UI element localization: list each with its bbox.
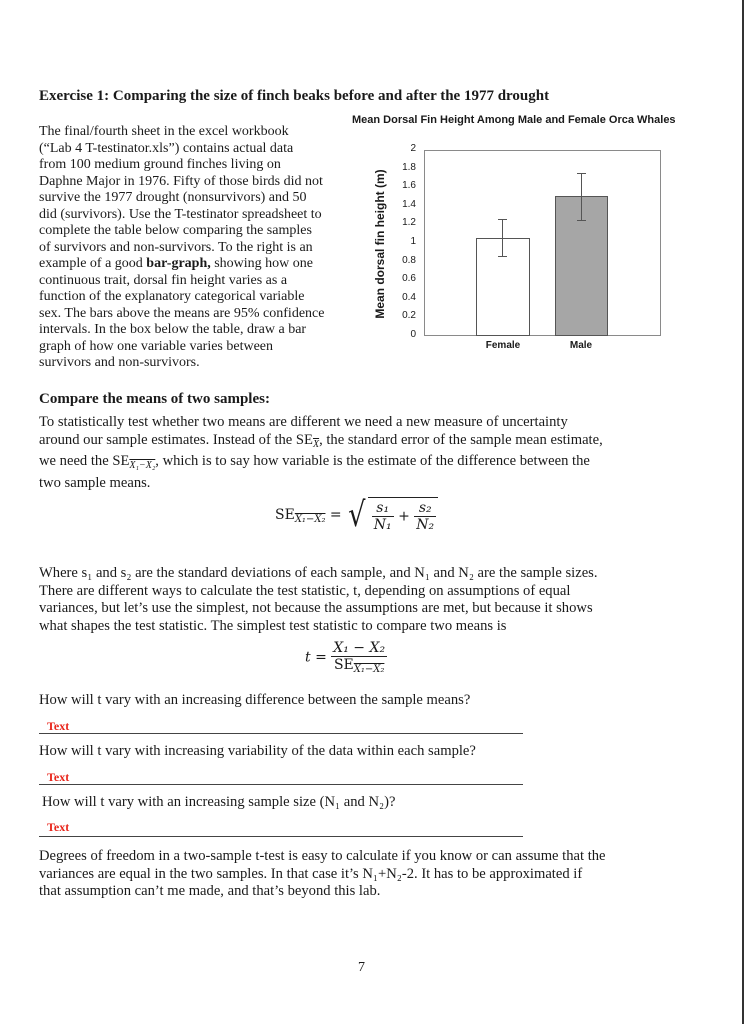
error-cap: [577, 173, 586, 174]
section-heading: Compare the means of two samples:: [39, 391, 270, 407]
fraction-s1-n1: $\frac{\text{s₁}}{\text{N₁}}$: [373, 500, 392, 533]
x-tick-female: Female: [485, 340, 521, 351]
y-tick: 0.8: [402, 255, 416, 266]
error-cap: [498, 219, 507, 220]
y-tick: 2: [410, 143, 416, 154]
answer-line: [39, 733, 523, 734]
question-2: How will t vary with increasing variability of the data within each sample?: [39, 743, 476, 759]
answer-field-2[interactable]: Text: [47, 770, 70, 784]
answer-field-3[interactable]: Text: [47, 820, 70, 834]
error-bar-female: [502, 219, 503, 256]
plot-area: [424, 150, 661, 336]
y-tick: 0.6: [402, 273, 416, 284]
question-3: How will t vary with an increasing sample size (N₁ and N₂)?: [42, 794, 396, 810]
y-tick: 1.8: [402, 162, 416, 173]
exercise-title: Exercise 1: Comparing the size of finch beaks before and after the 1977 drought: [39, 88, 550, 104]
sqrt-icon: √: [348, 495, 366, 535]
bar-female: [476, 238, 530, 336]
error-cap: [498, 256, 507, 257]
question-1: How will t vary with an increasing difference between the sample means?: [39, 692, 471, 708]
y-tick: 0.4: [402, 292, 416, 303]
page-number: 7: [358, 960, 365, 975]
y-tick: 1.4: [402, 199, 416, 210]
y-axis-label: Mean dorsal fin height (m): [373, 169, 387, 319]
x-tick-male: Male: [569, 340, 593, 351]
intro-paragraph: The final/fourth sheet in the excel workbook (“Lab 4 T-testinator.xls”) contains actual data from 100 medium ground finches living on Daphne Major in 1976. Fifty of those birds did not survive the 1977 drought (nonsurvivors) and 50 did (survivors). Use the T-testinator spreadsheet to complete the table below comparing the samples of survivors and non-survivors. To the right is an example of a good bar-graph, showing how one continuous trait, dorsal fin height varies as a function of the explanatory categorical variable sex. The bars above the means are 95% confidence intervals. In the box below the table, draw a bar graph of how one variable varies between survivors and non-survivors.: [39, 124, 325, 370]
answer-field-1[interactable]: Text: [47, 719, 70, 733]
paragraph-degrees-of-freedom: Degrees of freedom in a two-sample t-test is easy to calculate if you know or can assume that the variances are equal in the two samples. In that case it’s N₁+N₂-2. It has to be approximated if that assumption can’t me made, and that’s beyond this lab.: [39, 848, 606, 899]
chart-title: Mean Dorsal Fin Height Among Male and Female Orca Whales: [352, 114, 676, 126]
bar-graph-term: bar-graph,: [146, 256, 211, 271]
error-cap: [577, 220, 586, 221]
fraction-s2-n2: $\frac{\text{s₂}}{\text{N₂}}$: [416, 500, 435, 533]
diff-subscript: X₁−X₂: [129, 460, 156, 471]
se-difference-equation: $SE_{X_1-X_2}$ = √ $\frac{\text{s₁}}{\text{N₁}}$ + $\frac{\text{s₂}}{\text{N₂}}$: [275, 497, 438, 533]
y-tick: 1.2: [402, 217, 416, 228]
t-statistic-equation: t = $\frac{\text{X₁ − X₂}}{SE_{X_1-X_2}}$: [305, 640, 386, 675]
t-fraction: $\frac{\text{X₁ − X₂}}{SE_{X_1-X_2}}$: [333, 640, 386, 675]
error-bar-male: [581, 173, 582, 220]
y-tick: 1: [410, 236, 416, 247]
radicand: $\frac{\text{s₁}}{\text{N₁}}$ + $\frac{\text{s₂}}{\text{N₂}}$: [368, 497, 438, 533]
xbar-subscript: X: [312, 438, 320, 450]
answer-line: [39, 784, 523, 785]
y-tick: 0: [410, 329, 416, 340]
answer-line: [39, 836, 523, 837]
paragraph-uncertainty: To statistically test whether two means are different we need a new measure of uncertainty around our sample estimates. Instead of the $SE_{\overline{X}}$, the standard error of the sample mean estimate, we need the $SE_{X_1-X_2}$, which is to say how variable is the estimate of the difference between the two sample means.: [39, 414, 603, 491]
y-tick: 0.2: [402, 310, 416, 321]
y-tick: 1.6: [402, 180, 416, 191]
paragraph-test-statistic: Where s₁ and s₂ are the standard deviations of each sample, and N₁ and N₂ are the sample sizes. There are different ways to calculate the test statistic, t, depending on assumptions of equal variances, but let’s use the simplest, not because the assumptions are met, but because it shows what shapes the test statistic. The simplest test statistic to compare two means is: [39, 565, 598, 634]
